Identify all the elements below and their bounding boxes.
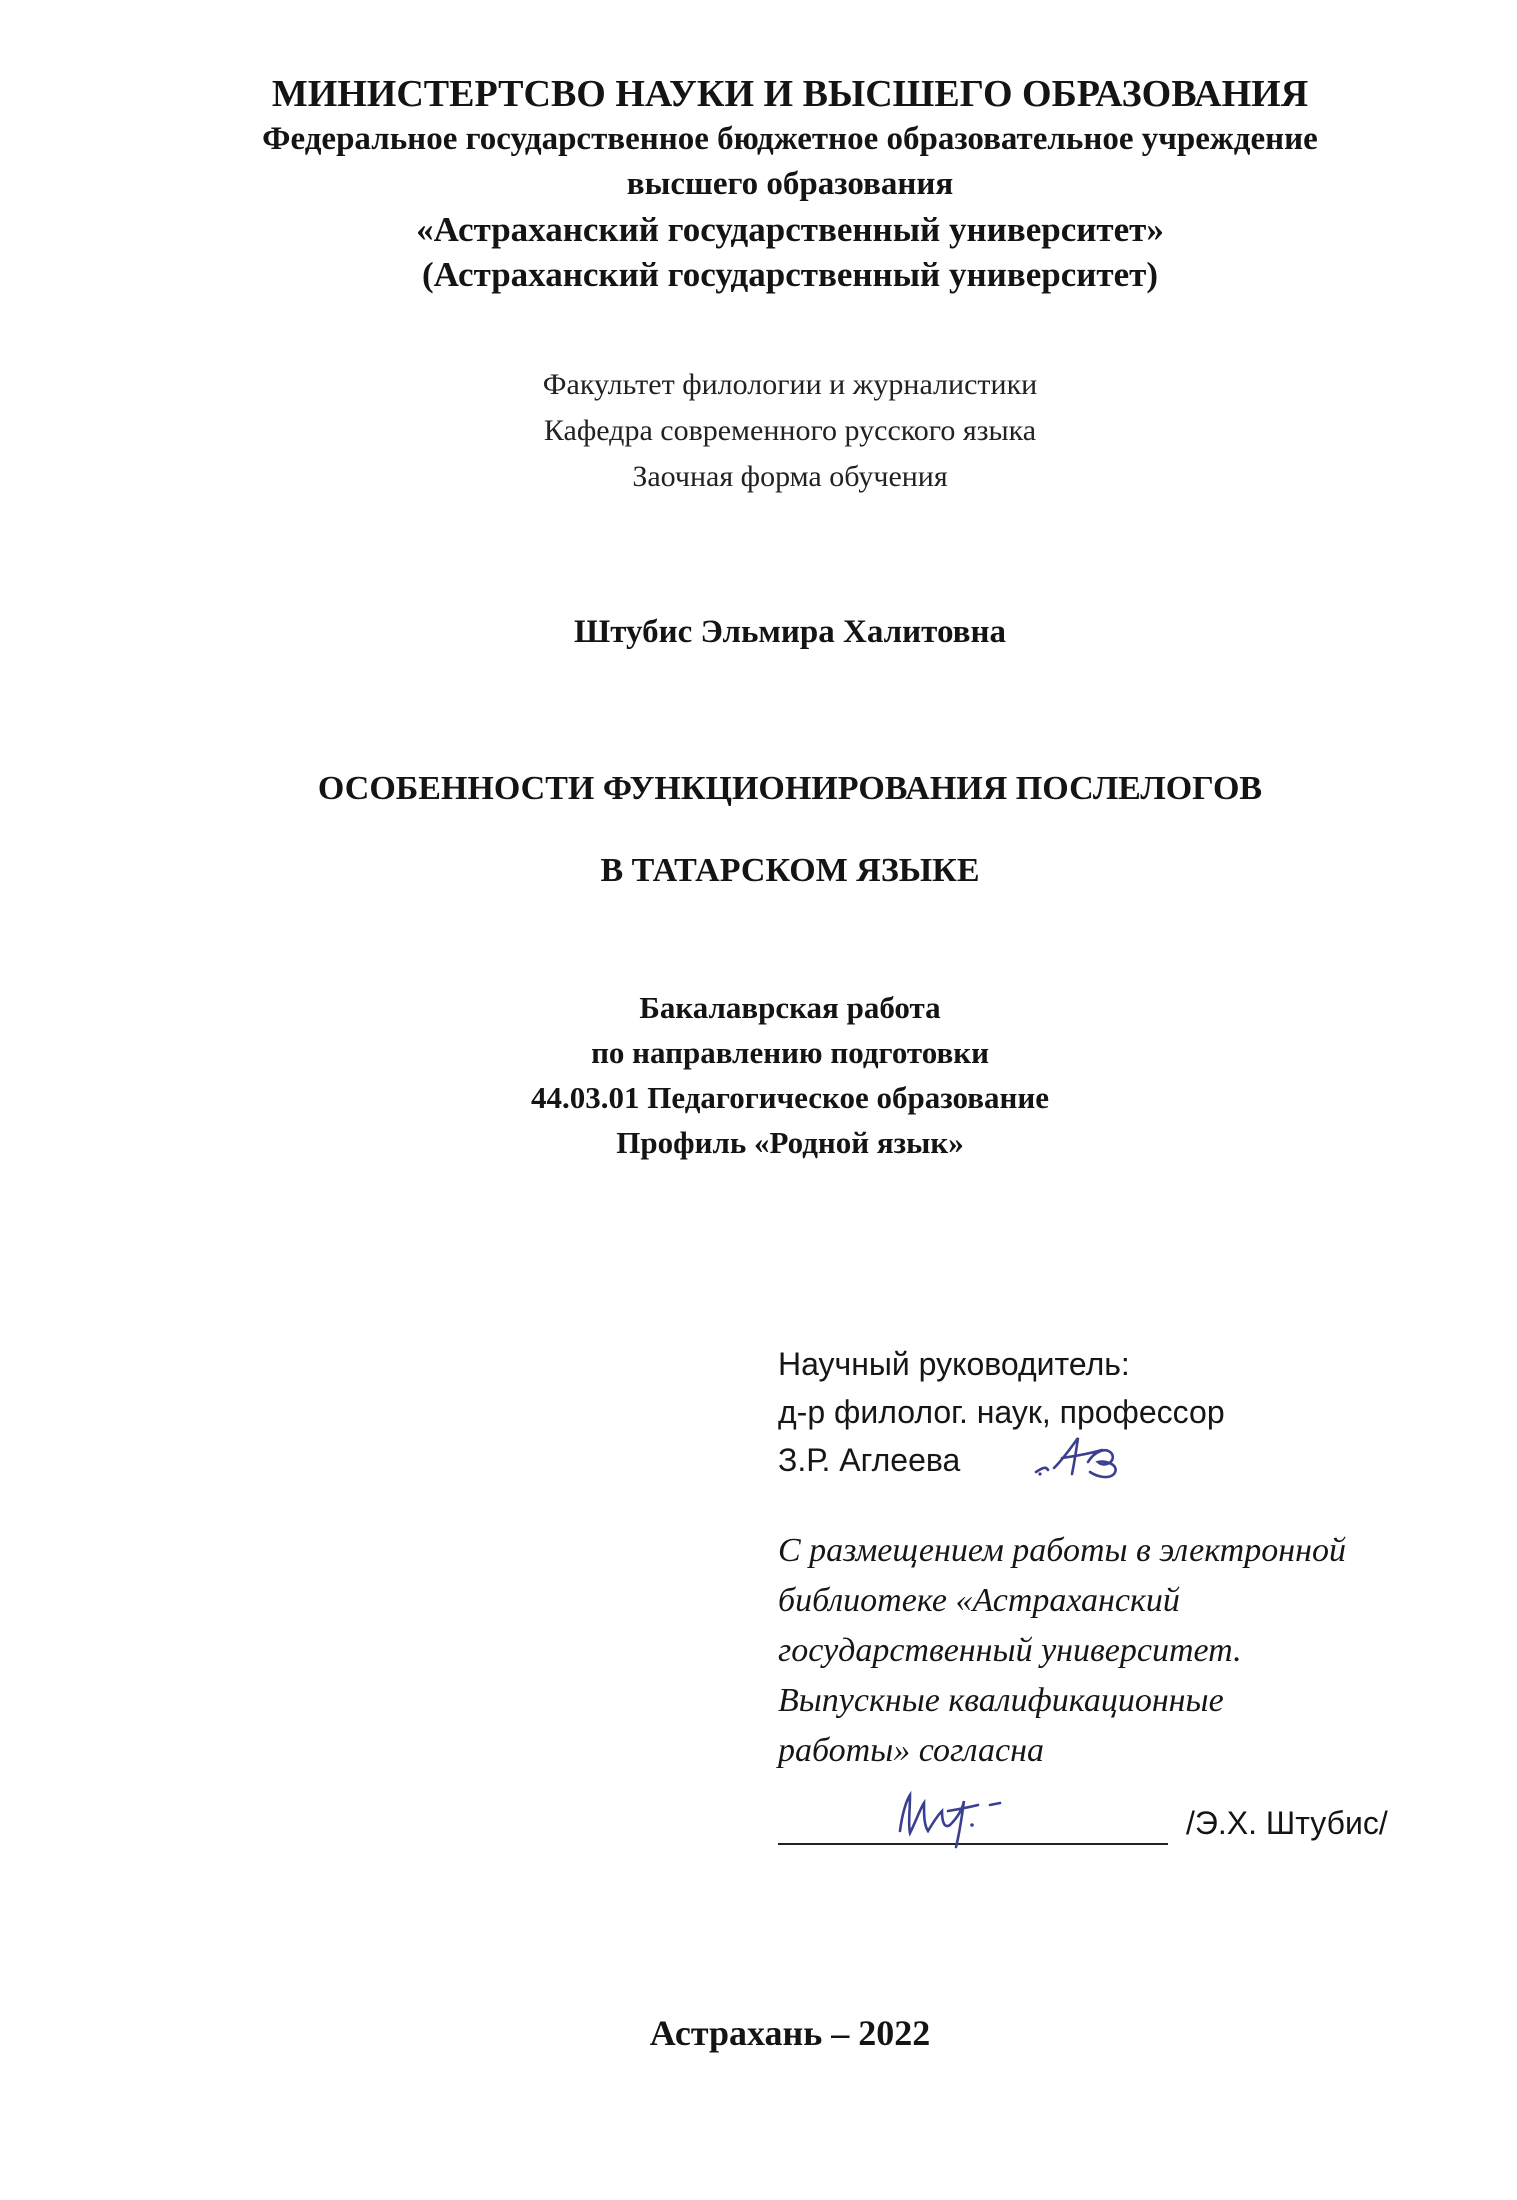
student-signature-line	[778, 1795, 1478, 1855]
supervisor-name-row	[778, 1436, 960, 1484]
institution-level: высшего образования	[626, 166, 954, 202]
study-form: Заочная форма обучения	[632, 460, 948, 493]
supervisor-name: З.Р. Аглеева	[778, 1442, 961, 1478]
profile: Профиль «Родной язык»	[616, 1125, 964, 1160]
supervisor-label: Научный руководитель:	[778, 1346, 1130, 1382]
direction-label: по направлению подготовки	[591, 1035, 989, 1070]
faculty-block	[160, 362, 1420, 500]
thesis-title-line-2: В ТАТАРСКОМ ЯЗЫКЕ	[600, 852, 980, 889]
work-type: Бакалаврская работа	[639, 990, 941, 1025]
thesis-title-line-1: ОСОБЕННОСТИ ФУНКЦИОНИРОВАНИЯ ПОСЛЕЛОГОВ	[317, 770, 1263, 807]
work-details	[160, 985, 1420, 1165]
student-signature-icon	[890, 1781, 1020, 1853]
supervisor-signature-icon	[1028, 1428, 1138, 1488]
supervisor-block	[778, 1340, 1438, 1484]
ministry-name: МИНИСТЕРТСВО НАУКИ И ВЫСШЕГО ОБРАЗОВАНИЯ	[271, 73, 1309, 115]
consent-line-2: библиотеке «Астраханский	[778, 1582, 1180, 1619]
thesis-title	[160, 748, 1420, 912]
author-name: Штубис Эльмира Халитовна	[574, 614, 1006, 650]
supervisor-degree: д-р филолог. наук, профессор	[778, 1394, 1225, 1430]
city-year: Астрахань – 2022	[649, 2013, 931, 2053]
faculty-name: Факультет филологии и журналистики	[542, 368, 1038, 401]
consent-line-5: работы» согласна	[778, 1732, 1044, 1769]
student-signer-name: /Э.Х. Штубис/	[1186, 1805, 1388, 1841]
university-short-name: (Астраханский государственный университет)	[422, 255, 1158, 294]
consent-statement	[778, 1526, 1458, 1776]
department-name: Кафедра современного русского языка	[543, 414, 1037, 447]
consent-line-1: С размещением работы в электронной	[778, 1532, 1346, 1569]
direction-code: 44.03.01 Педагогическое образование	[531, 1080, 1049, 1115]
institution-type: Федеральное государственное бюджетное образовательное учреждение	[262, 121, 1318, 157]
consent-line-3: государственный университет.	[778, 1632, 1242, 1669]
consent-line-4: Выпускные квалификационные	[778, 1682, 1224, 1719]
university-full-name: «Астраханский государственный университет»	[416, 210, 1164, 249]
institution-header	[160, 72, 1420, 297]
